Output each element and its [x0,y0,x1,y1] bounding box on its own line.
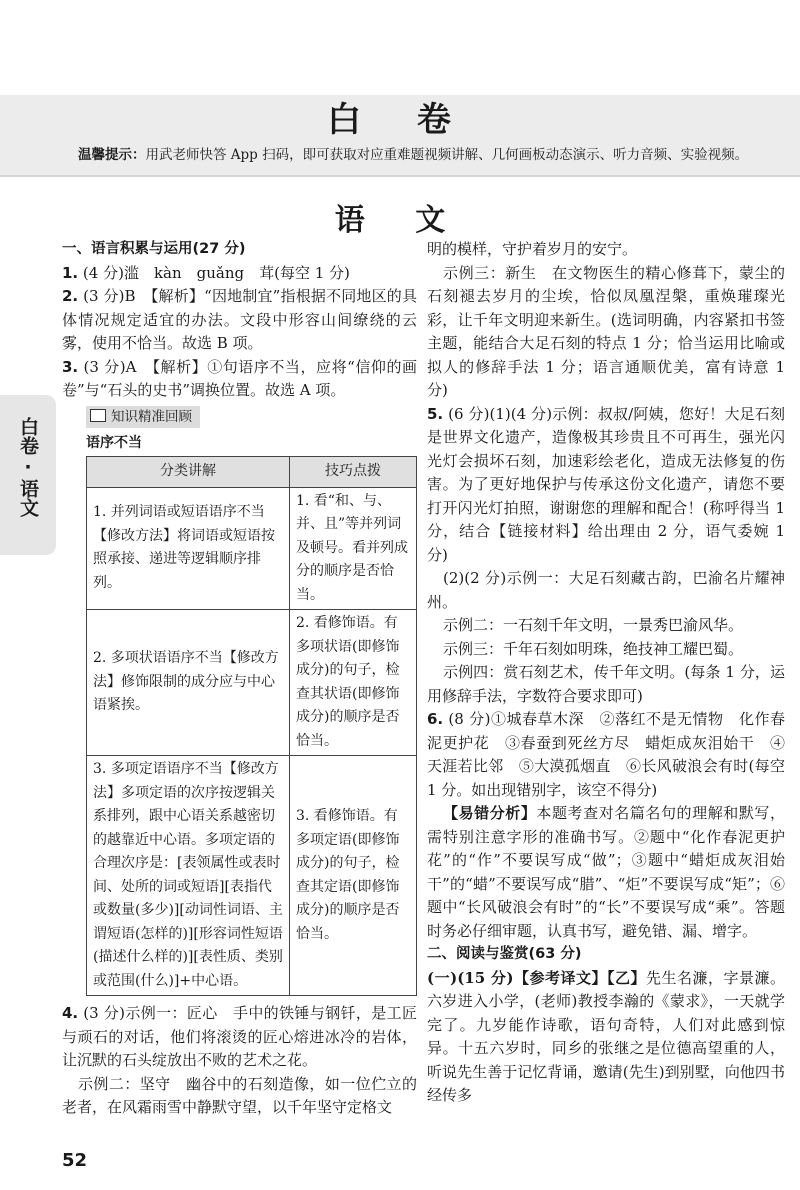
tip-label: 温馨提示： [78,147,146,163]
table-row [87,487,417,610]
table-cell: 3. 多项定语语序不当【修改方法】多项定语的次序按逻辑关系排列，跟中心语关系越密切的越靠近中心语。多项定语的合理次序是：[表领属性或表时间、处所的词或短语][表指代或数量(多少)][动词性词语、主谓短语(怎样的)][形容词性短语(描述什么样的)][表性质、类别或范围(什么)]+中心语。 [87,756,290,996]
tip-text: 用武老师快答 App 扫码，即可获取对应重难题视频讲解、几何画板动态演示、听力音频、实验视频。 [145,147,749,163]
q5-number: 5. [427,404,444,423]
q4-continued: 明的模样，守护着岁月的安宁。 [427,240,638,258]
table-row [87,610,417,756]
table-row [87,756,417,996]
side-tab [0,395,56,555]
book-icon [90,409,106,422]
table-cell: 1. 并列词语或短语语序不当【修改方法】将词语或短语按照承接、递进等逻辑顺序排列。 [87,487,290,610]
table-cell: 2. 看修饰语。有多项状语(即修饰成分)的句子，检查其状语(即修饰成分)的顺序是否恰当。 [290,610,417,756]
q2-number: 2. [62,287,79,305]
answer-q5 [427,403,785,568]
reading-1-text: 先生名濂，字景濂。六岁进入小学，(老师)教授李瀚的《蒙求》，一天就学完了。九岁能作诗歌，语句奇特，人们对此感到惊异。十五六岁时，同乡的张继之是位德高望重的人，听说先生善于记忆背诵，邀请(先生)到别墅，向他四书经传多 [427,968,785,1104]
left-column [62,238,417,1120]
table-cell: 1. 看“和、与、并、且”等并列词及顿号。看并列成分的顺序是否恰当。 [290,487,417,610]
reading-1 [427,967,785,1108]
q5-example-4: 示例四：赏石刻艺术，传千年文明。(每条 1 分，运用修辞手法，字数符合要求即可) [427,663,785,705]
answer-q3 [62,356,417,403]
q6-error-label: 【易错分析】 [443,804,537,822]
reading-1-label: (一)(15 分)【参考译文】【乙】 [427,968,646,987]
table-title: 语序不当 [86,435,142,451]
table-header-cell: 技巧点拨 [290,456,417,487]
q5-part-2: (2)(2 分)示例一：大足石刻藏古韵，巴渝名片耀神州。 [427,569,785,611]
answer-q4 [62,1002,417,1073]
q1-number: 1. [62,263,79,282]
answer-q6 [427,708,785,802]
side-tab-line1: 白卷 [17,417,39,455]
page-number: 52 [62,1150,88,1171]
q4-example-2: 示例二：坚守 幽谷中的石刻造像，如一位伫立的老者，在风霜雨雪中静默守望，以千年坚守定格文 [62,1074,417,1116]
q6-text: (8 分)①城春草木深 ②落红不是无情物 化作春泥更护花 ③春蚕到死丝方尽 蜡炬成灰泪始干 ④天涯若比邻 ⑤大漠孤烟直 ⑥长风破浪会有时(每空 1 分。如出现错别字，该空不得分) [427,710,785,799]
page-title: 白 卷 [327,100,473,140]
q1-text: (4 分)滥 kàn guǎng 茸(每空 1 分) [82,263,350,282]
q6-error-analysis [427,802,785,943]
table-cell: 3. 看修饰语。有多项定语(即修饰成分)的句子，检查其定语(即修饰成分)的顺序是否恰当。 [290,756,417,996]
q5-text: (6 分)(1)(4 分)示例：叔叔/阿姨，您好！大足石刻是世界文化遗产，造像极其珍贵且不可再生，强光闪光灯会损坏石刻，加速彩绘老化，造成无法修复的伤害。为了更好地保护与传承这份文化遗产，请您不要打开闪光灯拍照，谢谢您的理解和配合！(称呼得当 1 分，结合【链接材料】给出理由 2 分，语气委婉 1 分) [427,404,785,564]
q6-number: 6. [427,710,444,728]
q3-text: (3 分)A 【解析】①句语序不当，应将“信仰的画卷”与“石头的史书”调换位置。故选 A 项。 [62,357,417,399]
q4-example-3: 示例三：新生 在文物医生的精心修葺下，蒙尘的石刻褪去岁月的尘埃，恰似凤凰涅槃，重焕璀璨光彩，让千年文明迎来新生。(选词明确，内容紧扣书签主题，能结合大足石刻的特点 1 分；恰当运用比喻或拟人的修辞手法 1 分；语言通顺优美，富有诗意 1 分) [427,263,785,399]
answer-q2 [62,285,417,356]
section-2-title: 二、阅读与鉴赏(63 分) [427,946,582,962]
q5-example-3: 示例三：千年石刻如明珠，绝技神工耀巴蜀。 [443,639,744,658]
q4-number: 4. [62,1004,79,1022]
header-banner [0,95,800,177]
table-header-row [87,456,417,487]
q4-text: (3 分)示例一：匠心 手中的铁锤与钢钎，是工匠与顽石的对话，他们将滚烫的匠心熔进冰冷的岩体，让沉默的石头绽放出不败的艺术之花。 [62,1004,417,1069]
table-header-cell: 分类讲解 [87,456,290,487]
q2-text: (3 分)B 【解析】“因地制宜”指根据不同地区的具体情况规定适宜的办法。文段中形容山间缭绕的云雾，使用不恰当。故选 B 项。 [62,287,417,352]
right-column [427,238,785,1108]
subject-title: 语 文 [334,203,466,238]
q3-number: 3. [62,357,79,376]
side-tab-line2: 语文 [17,479,39,517]
grammar-table [86,456,417,997]
q6-error-text: 本题考查对名篇名句的理解和默写，需特别注意字形的准确书写。②题中“化作春泥更护花”的“作”不要误写成“做”；③题中“蜡炬成灰泪始干”的“蜡”不要误写成“腊”、“炬”不要误写成“矩”；⑥题中“长风破浪会有时”的“长”不要误写成“乘”。答题时务必仔细审题，认真书写，避免错、漏、增字。 [427,804,785,940]
knowledge-badge-row [86,405,417,429]
section-1-title: 一、语言积累与运用(27 分) [62,241,246,257]
side-tab-dot: · [24,456,32,478]
tip-line [78,145,778,165]
answer-q1 [62,262,417,286]
q5-example-2: 示例二：一石刻千年文明，一景秀巴渝风华。 [443,616,744,634]
badge-label: 知识精准回顾 [111,408,192,425]
table-cell: 2. 多项状语语序不当【修改方法】修饰限制的成分应与中心语紧挨。 [87,610,290,756]
knowledge-badge [86,406,200,428]
